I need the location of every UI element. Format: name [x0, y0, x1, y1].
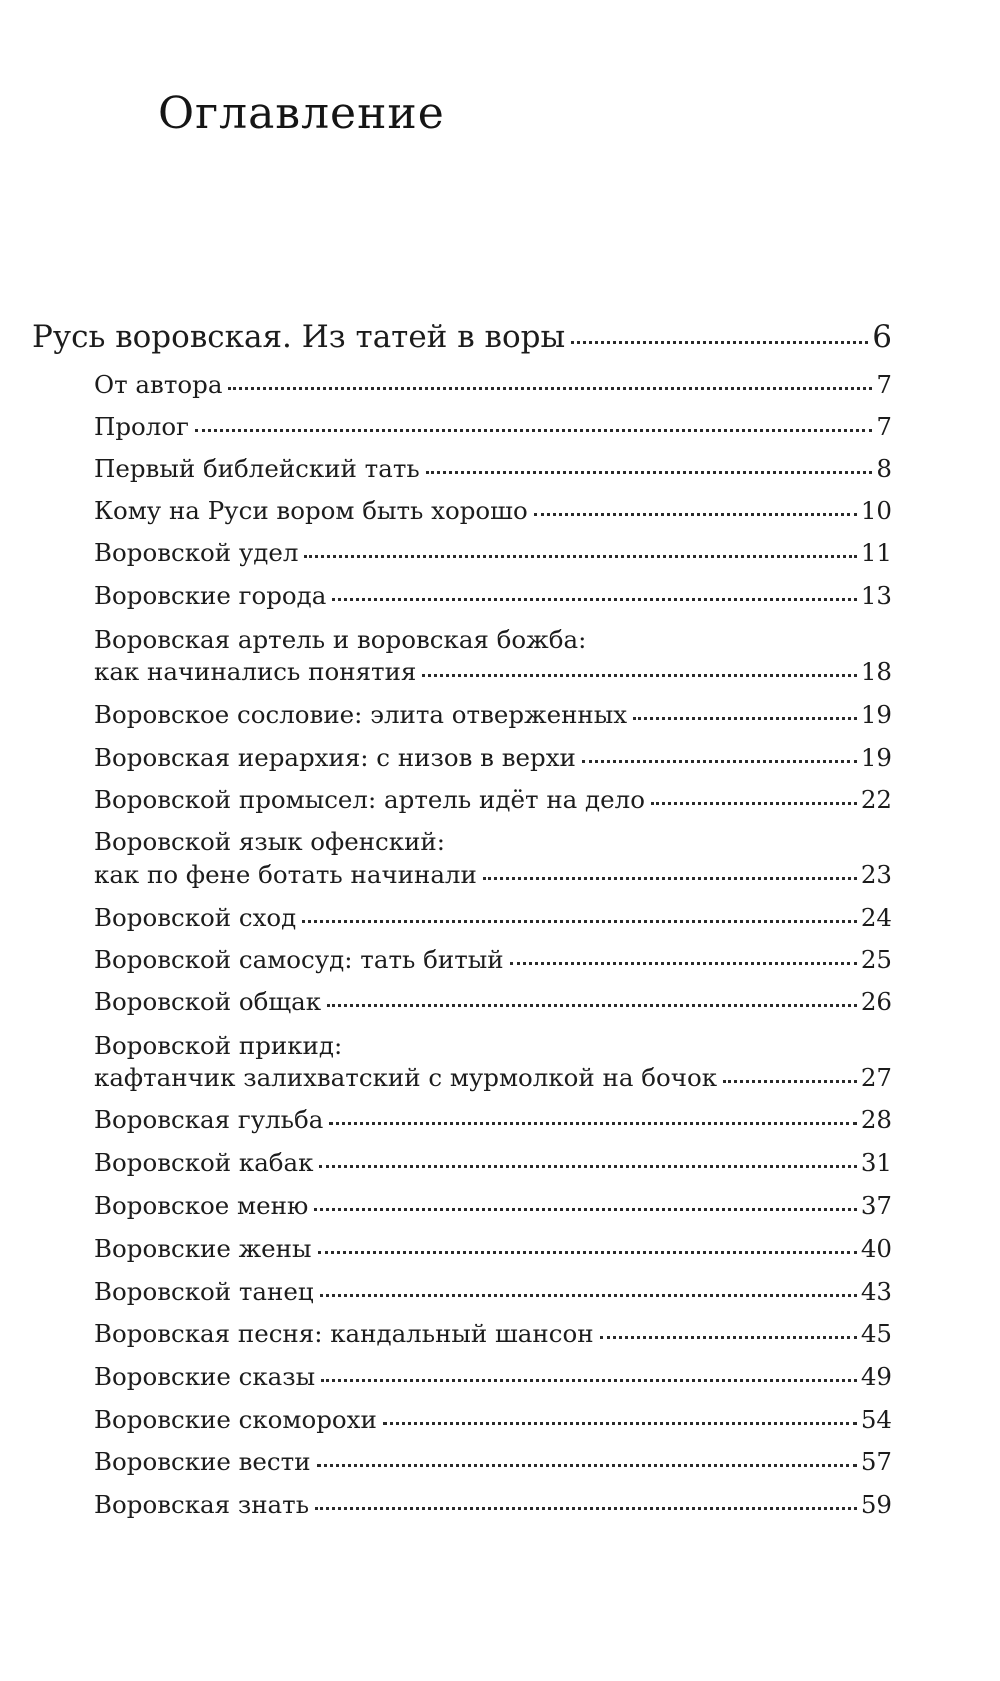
- toc-entry[interactable]: [94, 1191, 892, 1220]
- toc-entry-label: Воровские сказы: [94, 1362, 316, 1391]
- dot-leader: [510, 962, 857, 965]
- toc-entry-page: 31: [860, 1148, 892, 1177]
- toc-entry-label: Воровская песня: кандальный шансон: [94, 1319, 594, 1348]
- toc-entry[interactable]: [94, 370, 892, 399]
- toc-entry[interactable]: [94, 700, 892, 729]
- toc-entry-page: 22: [860, 785, 892, 814]
- toc-entry-page: 13: [860, 581, 892, 610]
- toc-entry-label: От автора: [94, 370, 223, 399]
- toc-entry-page: 23: [860, 860, 892, 889]
- toc-entry-page: 19: [860, 743, 892, 772]
- toc-entry[interactable]: [94, 743, 892, 772]
- toc-entry-page: 59: [860, 1490, 892, 1519]
- dot-leader: [383, 1422, 857, 1425]
- dot-leader: [228, 387, 872, 390]
- dot-leader: [426, 471, 873, 474]
- toc-entry-label: Воровские жены: [94, 1234, 312, 1263]
- toc-entry-page: 7: [876, 370, 892, 399]
- toc-entry-label: Кому на Руси вором быть хорошо: [94, 496, 528, 525]
- toc-entry-page: 54: [860, 1405, 892, 1434]
- toc-entry-label: Воровские вести: [94, 1447, 311, 1476]
- page-title: Оглавление: [158, 88, 445, 139]
- toc-entry-page: 7: [876, 412, 892, 441]
- toc-entry-label: Воровской удел: [94, 538, 299, 567]
- toc-entry-label: Воровские скоморохи: [94, 1405, 377, 1434]
- toc-entry-page: 57: [860, 1447, 892, 1476]
- dot-leader: [582, 760, 857, 763]
- toc-entry-page: 49: [860, 1362, 892, 1391]
- toc-entry-label: Воровская иерархия: с низов в верхи: [94, 743, 576, 772]
- toc-entry-label-line1: Воровская артель и воровская божба:: [94, 625, 587, 654]
- toc-entry[interactable]: [94, 1277, 892, 1306]
- toc-entry-page: 28: [860, 1105, 892, 1134]
- toc-entry-page: 40: [860, 1234, 892, 1263]
- dot-leader: [302, 920, 857, 923]
- toc-entry[interactable]: [94, 860, 892, 889]
- toc-entry-label-line1: Воровской прикид:: [94, 1031, 343, 1060]
- toc-entry-page: 37: [860, 1191, 892, 1220]
- toc-entry[interactable]: [94, 454, 892, 483]
- dot-leader: [319, 1165, 856, 1168]
- dot-leader: [318, 1251, 857, 1254]
- toc-entry-page: 26: [860, 987, 892, 1016]
- toc-entry-label: Воровской самосуд: тать битый: [94, 945, 504, 974]
- dot-leader: [723, 1080, 857, 1083]
- toc-entry-label: Воровской кабак: [94, 1148, 314, 1177]
- dot-leader: [422, 674, 856, 677]
- dot-leader: [195, 429, 872, 432]
- toc-entry[interactable]: [94, 496, 892, 525]
- toc-entry[interactable]: [94, 1490, 892, 1519]
- toc-entry[interactable]: [94, 1447, 892, 1476]
- toc-entry[interactable]: [94, 1105, 892, 1134]
- toc-entry[interactable]: [94, 412, 892, 441]
- toc-entry-label: Воровской танец: [94, 1277, 314, 1306]
- dot-leader: [315, 1507, 857, 1510]
- dot-leader: [651, 802, 857, 805]
- toc-entry-label: Первый библейский тать: [94, 454, 420, 483]
- toc-entry[interactable]: [94, 1362, 892, 1391]
- dot-leader: [633, 717, 857, 720]
- dot-leader: [332, 598, 856, 601]
- toc-entry-label: Пролог: [94, 412, 189, 441]
- toc-part-label: Русь воровская. Из татей в воры: [32, 319, 566, 355]
- toc-entry[interactable]: [94, 581, 892, 610]
- toc-entry-page: 10: [860, 496, 892, 525]
- toc-entry-page: 43: [860, 1277, 892, 1306]
- toc-entry[interactable]: [94, 1234, 892, 1263]
- toc-entry-page: 27: [860, 1063, 892, 1092]
- toc-entry-page: 11: [860, 538, 892, 567]
- toc-entry-page: 45: [860, 1319, 892, 1348]
- toc-entry-label-line1: Воровской язык офенский:: [94, 827, 446, 856]
- toc-entry[interactable]: [94, 903, 892, 932]
- toc-entry-label: как начинались понятия: [94, 657, 417, 686]
- toc-entry-page: 8: [876, 454, 892, 483]
- dot-leader: [304, 555, 856, 558]
- toc-entry-page: 24: [860, 903, 892, 932]
- dot-leader: [314, 1208, 857, 1211]
- dot-leader: [321, 1379, 857, 1382]
- toc-entry[interactable]: [94, 1319, 892, 1348]
- toc-entry-label: Воровской сход: [94, 903, 297, 932]
- toc-entry[interactable]: [94, 657, 892, 686]
- toc-part-entry[interactable]: [32, 319, 892, 355]
- dot-leader: [600, 1336, 857, 1339]
- toc-entry-label: Воровское меню: [94, 1191, 309, 1220]
- toc-entry-label: Воровской общак: [94, 987, 322, 1016]
- dot-leader: [327, 1004, 857, 1007]
- toc-entry-page: 18: [860, 657, 892, 686]
- toc-entry-label: как по фене ботать начинали: [94, 860, 477, 889]
- toc-entry[interactable]: [94, 1405, 892, 1434]
- toc-entry[interactable]: [94, 1063, 892, 1092]
- toc-entry[interactable]: [94, 987, 892, 1016]
- dot-leader: [534, 513, 857, 516]
- toc-entry-label: Воровская гульба: [94, 1105, 324, 1134]
- dot-leader: [483, 877, 857, 880]
- toc-entry-label: кафтанчик залихватский с мурмолкой на бочок: [94, 1063, 718, 1092]
- toc-entry-label: Воровской промысел: артель идёт на дело: [94, 785, 645, 814]
- dot-leader: [329, 1122, 856, 1125]
- toc-entry-page: 25: [860, 945, 892, 974]
- toc-part-page: 6: [872, 319, 892, 355]
- dot-leader: [571, 341, 868, 344]
- toc-entry[interactable]: [94, 945, 892, 974]
- dot-leader: [320, 1294, 857, 1297]
- toc-entry[interactable]: [94, 538, 892, 567]
- toc-entry-label: Воровское сословие: элита отверженных: [94, 700, 628, 729]
- toc-entry-page: 19: [860, 700, 892, 729]
- toc-entry[interactable]: [94, 785, 892, 814]
- toc-entry[interactable]: [94, 1148, 892, 1177]
- toc-entry-label: Воровская знать: [94, 1490, 310, 1519]
- toc-entry-label: Воровские города: [94, 581, 327, 610]
- dot-leader: [317, 1464, 857, 1467]
